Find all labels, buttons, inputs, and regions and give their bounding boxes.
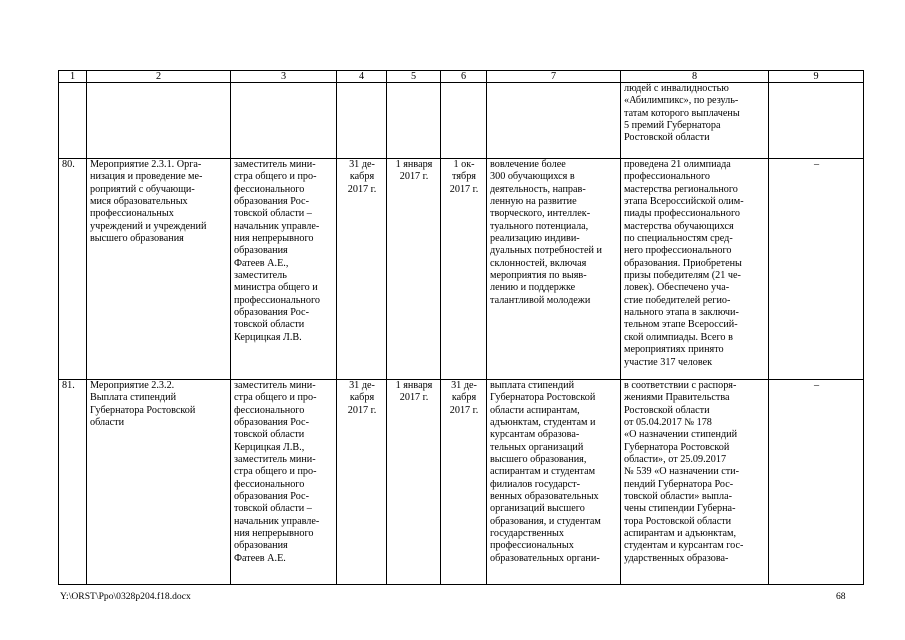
column-number: 5	[387, 71, 441, 83]
row-number-cell	[59, 380, 87, 585]
responsible-cell	[231, 83, 337, 159]
notes: –	[813, 380, 820, 391]
table-row	[59, 83, 864, 159]
responsible-person: заместитель мини- стра общего и про- фессионального образования Рос- товской области – начальник управле- ния непрерывного образования Фатеев А.Е., заместитель министра общего и профессионального образования Рос- товской области Керцицкая Л.В.	[234, 159, 320, 343]
activity-name: Мероприятие 2.3.1. Орга- низация и проведение ме- роприятий с обучающи- мися образовательных профессиональных учреждений и учреждений высшего образования	[90, 159, 207, 245]
actual-start-date: 1 января 2017 г.	[395, 380, 433, 404]
column-number: 8	[621, 71, 769, 83]
activity-cell	[87, 380, 231, 585]
notes-cell	[769, 380, 864, 585]
column-number: 3	[231, 71, 337, 83]
expected-result-cell	[487, 380, 621, 585]
responsible-cell	[231, 380, 337, 585]
column-number: 1	[59, 71, 87, 83]
actual-end-cell	[441, 380, 487, 585]
column-number-row	[59, 71, 864, 83]
column-number: 7	[487, 71, 621, 83]
notes-cell	[769, 159, 864, 380]
actual-result: проведена 21 олимпиада профессионального мастерства регионального этапа Всероссийской олим- пиады профессионального мастерства обучающихся по специальностям сред- него профессионального образования. Приобретены призы победителям (21 че- ловек). Обеспечено уча- стие победителей регио- нального этапа в заключи- тельном этапе Всероссий- ской олимпиады. Всего в мероприятиях принято участие 317 человек	[624, 159, 744, 368]
actual-end-date: 1 ок- тября 2017 г.	[449, 159, 479, 195]
activity-name: Мероприятие 2.3.2. Выплата стипендий Губернатора Ростовской области	[90, 380, 196, 429]
column-number: 4	[337, 71, 387, 83]
responsible-cell	[231, 159, 337, 380]
column-number: 2	[87, 71, 231, 83]
column-number: 9	[769, 71, 864, 83]
table-row	[59, 380, 864, 585]
expected-result: выплата стипендий Губернатора Ростовской области аспирантам, адъюнктам, студентам и курсантам образова- тельных организаций высшего образования, аспирантам и студентам филиалов государст- венных образовательных организаций высшего образования, и студентам государственных профессиональных образовательных органи-	[490, 380, 601, 564]
planned-end-date: 31 де- кабря 2017 г.	[347, 380, 377, 416]
notes: –	[813, 159, 820, 170]
expected-result-cell	[487, 83, 621, 159]
planned-end-cell	[337, 159, 387, 380]
expected-result: вовлечение более 300 обучающихся в деятельность, направ- ленную на развитие творческого, интеллек- туального потенциала, реализацию индиви- дуальных потребностей и склонностей, включая мероприятия по выяв- лению и поддержке талантливой молодежи	[490, 159, 602, 306]
planned-end-cell	[337, 83, 387, 159]
activity-cell	[87, 83, 231, 159]
row-number-cell	[59, 159, 87, 380]
actual-end-date: 31 де- кабря 2017 г.	[449, 380, 479, 416]
actual-start-cell	[387, 159, 441, 380]
actual-result: в соответствии с распоря- жениями Правительства Ростовской области от 05.04.2017 № 178 «О назначении стипендий Губернатора Ростовской области», от 25.09.2017 № 539 «О назначении сти- пендий Губернатора Рос- товской области» выпла- чены стипендии Губерна- тора Ростовской области аспирантам и адъюнктам, студентам и курсантам гос- ударственных образова-	[624, 380, 744, 564]
page-number: 68	[836, 591, 846, 602]
actual-start-cell	[387, 380, 441, 585]
document-file-path: Y:\ORST\Ppo\0328p204.f18.docx	[60, 591, 191, 602]
actual-result-cell	[621, 380, 769, 585]
planned-end-cell	[337, 380, 387, 585]
row-number: 81.	[62, 380, 75, 391]
actual-result-cell	[621, 159, 769, 380]
report-table	[58, 70, 864, 585]
actual-result: людей с инвалидностью «Абилимпикс», по резуль- татам которого выплачены 5 премий Губернатора Ростовской области	[624, 83, 740, 144]
activity-cell	[87, 159, 231, 380]
actual-end-cell	[441, 159, 487, 380]
row-number-cell	[59, 83, 87, 159]
actual-end-cell	[441, 83, 487, 159]
actual-result-cell	[621, 83, 769, 159]
actual-start-cell	[387, 83, 441, 159]
planned-end-date: 31 де- кабря 2017 г.	[347, 159, 377, 195]
responsible-person: заместитель мини- стра общего и про- фессионального образования Рос- товской области Керцицкая Л.В., заместитель мини- стра общего и про- фессионального образования Рос- товской области – начальник управле- ния непрерывного образования Фатеев А.Е.	[234, 380, 320, 564]
table-row	[59, 159, 864, 380]
row-number: 80.	[62, 159, 75, 170]
column-number: 6	[441, 71, 487, 83]
notes-cell	[769, 83, 864, 159]
actual-start-date: 1 января 2017 г.	[395, 159, 433, 183]
expected-result-cell	[487, 159, 621, 380]
